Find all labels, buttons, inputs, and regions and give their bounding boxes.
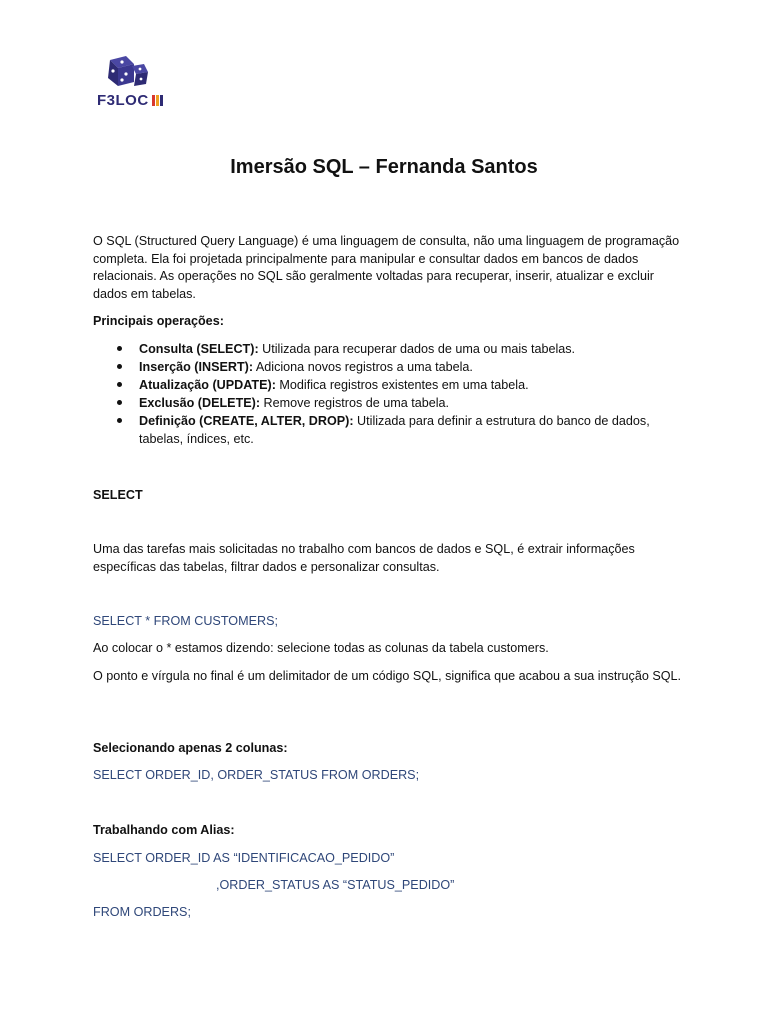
select-heading: SELECT [93,488,143,502]
intro-paragraph: O SQL (Structured Query Language) é uma linguagem de consulta, não uma linguagem de programação completa. Ela foi projetada principalmente para manipular e consultar dados em bancos de dados relacionais. As operações no SQL são geralmente voltadas para recuperar, inserir, atualizar e excluir dados em tabelas. [93,234,680,301]
list-item: Definição (CREATE, ALTER, DROP): Utilizada para definir a estrutura do banco de dados, tabelas, índices, etc. [93,412,683,448]
list-item: Atualização (UPDATE): Modifica registros existentes em uma tabela. [93,376,683,394]
document-title: Imersão SQL – Fernanda Santos [230,156,538,178]
two-columns-heading: Selecionando apenas 2 colunas: [93,741,288,755]
explain-semicolon: O ponto e vírgula no final é um delimitador de um código SQL, significa que acabou a sua instrução SQL. [93,669,682,683]
operations-heading: Principais operações: [93,314,224,328]
list-item: Consulta (SELECT): Utilizada para recuperar dados de uma ou mais tabelas. [93,340,683,358]
explain-asterisk: Ao colocar o * estamos dizendo: selecione todas as colunas da tabela customers. [93,641,549,655]
code-alias-line-3: FROM ORDERS; [93,905,191,919]
code-alias-line-1: SELECT ORDER_ID AS “IDENTIFICACAO_PEDIDO” [93,851,395,865]
list-item: Exclusão (DELETE): Remove registros de uma tabela. [93,394,683,412]
logo-text: F3LOC [97,92,163,109]
code-alias-line-2: ,ORDER_STATUS AS “STATUS_PEDIDO” [216,878,455,892]
code-select-all: SELECT * FROM CUSTOMERS; [93,614,278,628]
code-two-columns: SELECT ORDER_ID, ORDER_STATUS FROM ORDERS; [93,768,420,782]
list-item: Inserção (INSERT): Adiciona novos registros a uma tabela. [93,358,683,376]
alias-heading: Trabalhando com Alias: [93,823,235,837]
operations-list [93,340,683,448]
select-intro-paragraph: Uma das tarefas mais solicitadas no trabalho com bancos de dados e SQL, é extrair informações específicas das tabelas, filtrar dados e personalizar consultas. [93,542,635,574]
